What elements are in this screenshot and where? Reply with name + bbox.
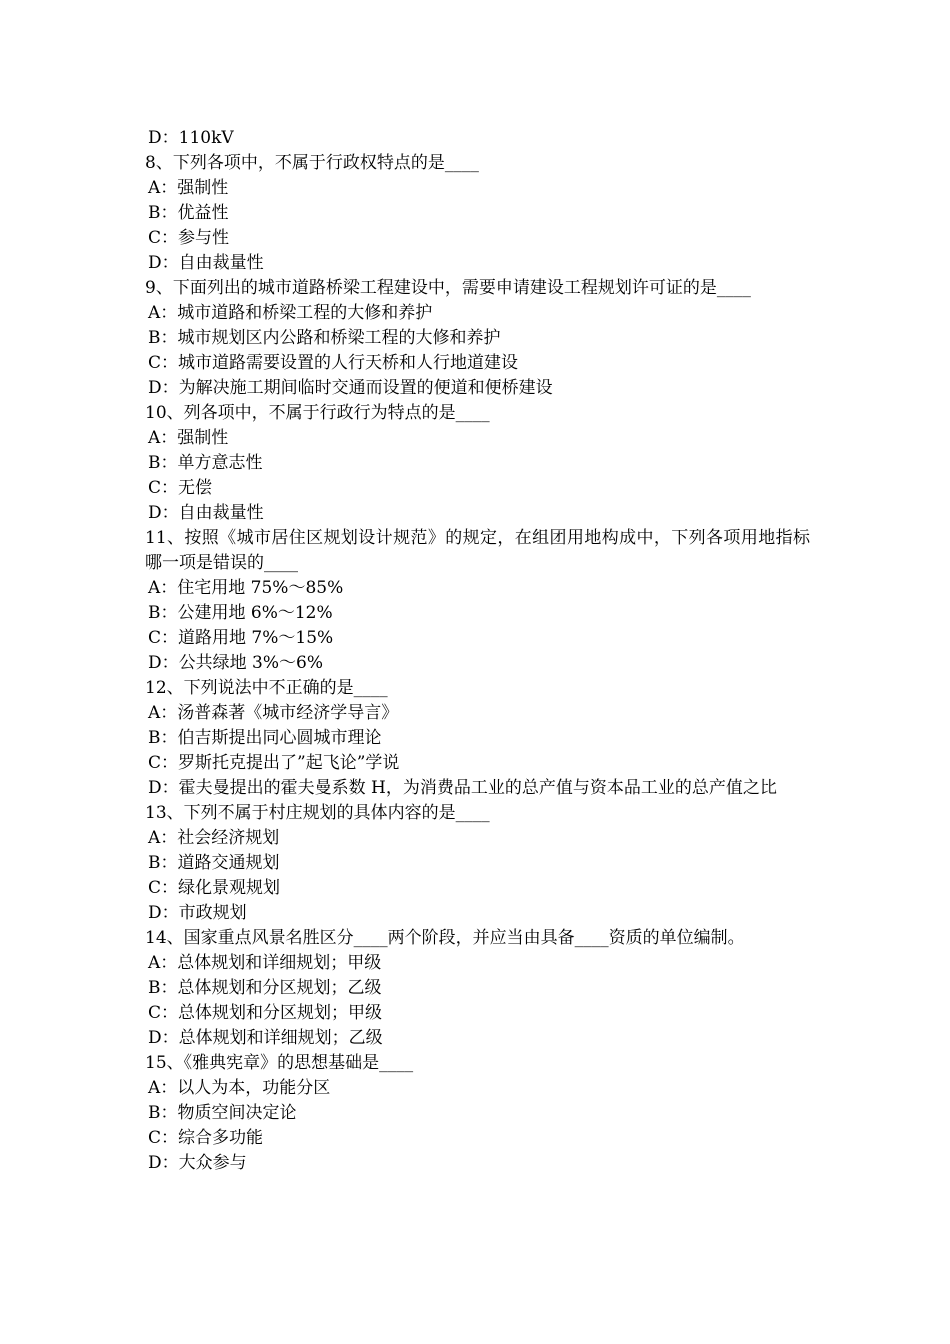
question-line: 8、下列各项中，不属于行政权特点的是____ — [145, 153, 479, 173]
option-line: D：110kV — [148, 128, 234, 148]
option-line: C：总体规划和分区规划；甲级 — [148, 1003, 383, 1023]
option-line: D：自由裁量性 — [148, 503, 264, 523]
document-body — [145, 126, 810, 1176]
option-line: A：以人为本，功能分区 — [148, 1078, 331, 1098]
option-line: C：绿化景观规划 — [148, 878, 281, 898]
option-line: C：罗斯托克提出了”起飞论”学说 — [148, 753, 400, 773]
question-line: 12、下列说法中不正确的是____ — [145, 678, 388, 698]
option-line: B：总体规划和分区规划；乙级 — [148, 978, 382, 998]
option-line: A：强制性 — [148, 428, 229, 448]
option-line: C：综合多功能 — [148, 1128, 264, 1148]
option-line: B：城市规划区内公路和桥梁工程的大修和养护 — [148, 328, 501, 348]
option-line: B：单方意志性 — [148, 453, 263, 473]
option-line: B：公建用地 6%～12% — [148, 603, 333, 623]
option-line: A：总体规划和详细规划；甲级 — [148, 953, 382, 973]
question-line: 10、列各项中，不属于行政行为特点的是____ — [145, 403, 490, 423]
option-line: A：强制性 — [148, 178, 229, 198]
option-line: B：道路交通规划 — [148, 853, 280, 873]
option-line: C：无偿 — [148, 478, 213, 498]
option-line: D：公共绿地 3%～6% — [148, 653, 323, 673]
option-line: C：参与性 — [148, 228, 230, 248]
option-line: A：汤普森著《城市经济学导言》 — [148, 703, 399, 723]
option-line: B：物质空间决定论 — [148, 1103, 297, 1123]
option-line: B：优益性 — [148, 203, 229, 223]
option-line: D：大众参与 — [148, 1153, 247, 1173]
option-line: D：总体规划和详细规划；乙级 — [148, 1028, 383, 1048]
question-line: 13、下列不属于村庄规划的具体内容的是____ — [145, 803, 490, 823]
question-line: 15、《雅典宪章》的思想基础是____ — [145, 1053, 414, 1073]
option-line: C：道路用地 7%～15% — [148, 628, 334, 648]
option-line: D：霍夫曼提出的霍夫曼系数 H，为消费品工业的总产值与资本品工业的总产值之比 — [148, 778, 777, 798]
question-line: 9、下面列出的城市道路桥梁工程建设中，需要申请建设工程规划许可证的是____ — [145, 278, 751, 298]
question-line: 14、国家重点风景名胜区分____两个阶段，并应当由具备____资质的单位编制。 — [145, 928, 745, 948]
option-line: C：城市道路需要设置的人行天桥和人行地道建设 — [148, 353, 519, 373]
question-line: 11、按照《城市居住区规划设计规范》的规定，在组团用地构成中，下列各项用地指标哪一项是错误的____ — [145, 528, 810, 573]
option-line: B：伯吉斯提出同心圆城市理论 — [148, 728, 382, 748]
option-line: D：市政规划 — [148, 903, 247, 923]
option-line: D：自由裁量性 — [148, 253, 264, 273]
option-line: D：为解决施工期间临时交通而设置的便道和便桥建设 — [148, 378, 553, 398]
option-line: A：城市道路和桥梁工程的大修和养护 — [148, 303, 433, 323]
option-line: A：社会经济规划 — [148, 828, 280, 848]
option-line: A：住宅用地 75%～85% — [148, 578, 344, 598]
